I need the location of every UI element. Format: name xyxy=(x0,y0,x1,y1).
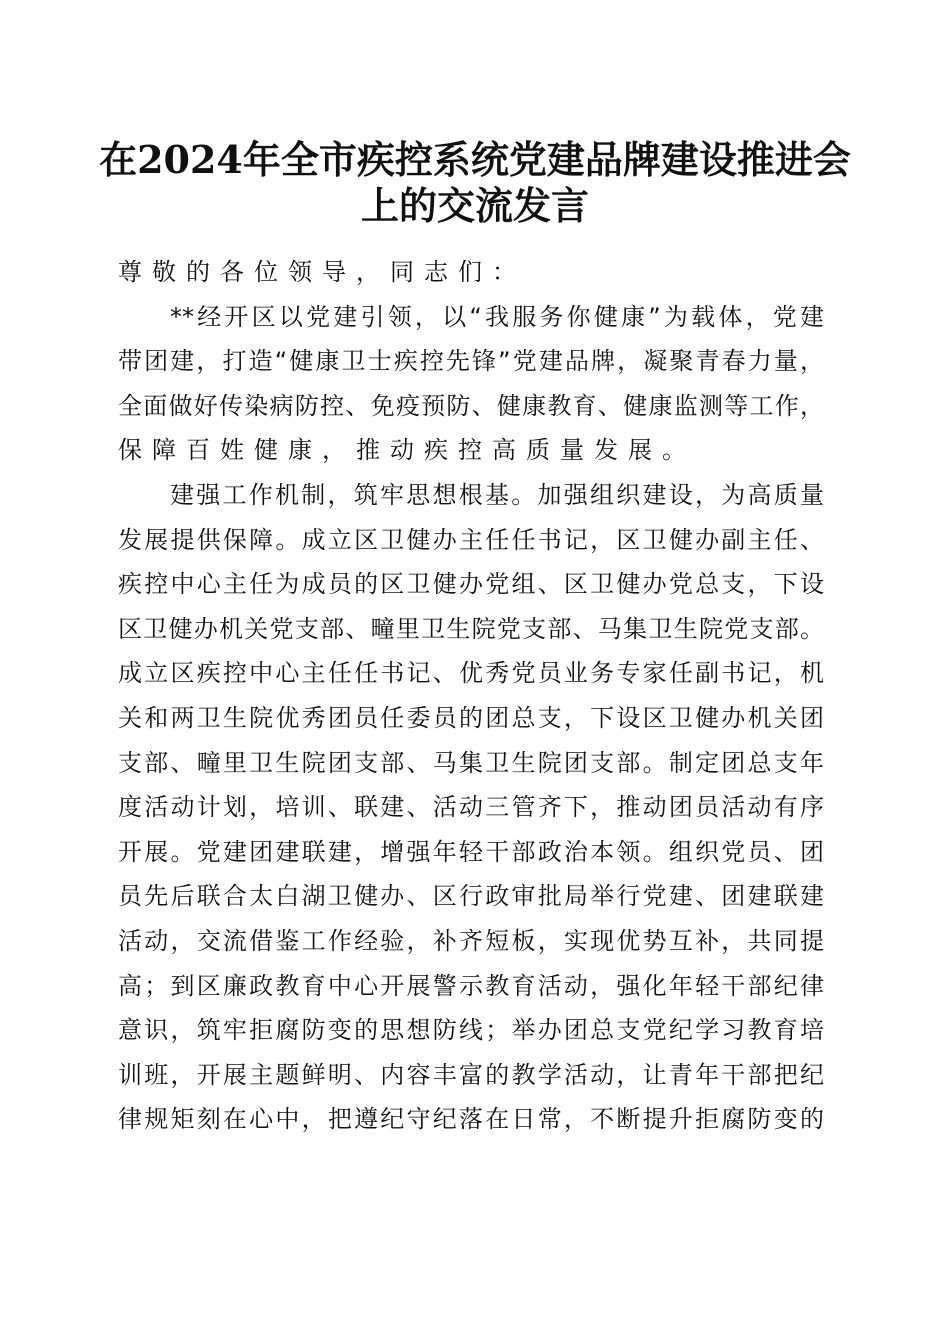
body-text-line: 成立区疾控中心主任任书记、优秀党员业务专家任副书记，机 xyxy=(118,659,824,688)
body-text-line: 带团建，打造“健康卫士疾控先锋”党建品牌，凝聚青春力量， xyxy=(118,347,824,376)
body-text-line: 区卫健办机关党支部、疃里卫生院党支部、马集卫生院党支部。 xyxy=(118,614,824,643)
body-text-line: 活动，交流借鉴工作经验，补齐短板，实现优势互补，共同提 xyxy=(118,926,824,955)
document-body xyxy=(118,250,824,1142)
document-title-line-2: 上的交流发言 xyxy=(360,183,589,228)
body-text-line: 训班，开展主题鲜明、内容丰富的教学活动，让青年干部把纪 xyxy=(118,1060,824,1089)
salutation: 尊敬的各位领导，同志们： xyxy=(118,258,526,286)
body-text-line: 建强工作机制，筑牢思想根基。加强组织建设，为高质量 xyxy=(170,480,824,509)
body-text-line: 律规矩刻在心中，把遵纪守纪落在日常，不断提升拒腐防变的 xyxy=(118,1105,824,1134)
body-text-line: 高；到区廉政教育中心开展警示教育活动，强化年轻干部纪律 xyxy=(118,971,824,1000)
body-text-line: 发展提供保障。成立区卫健办主任任书记，区卫健办副主任、 xyxy=(118,525,824,554)
body-text-line: 意识，筑牢拒腐防变的思想防线；举办团总支党纪学习教育培 xyxy=(118,1016,824,1045)
body-text-line: 关和两卫生院优秀团员任委员的团总支，下设区卫健办机关团 xyxy=(118,703,824,732)
body-text-line: 疾控中心主任为成员的区卫健办党组、区卫健办党总支，下设 xyxy=(118,570,824,599)
body-text-line: 支部、疃里卫生院团支部、马集卫生院团支部。制定团总支年 xyxy=(118,748,824,777)
body-text-line: 开展。党建团建联建，增强年轻干部政治本领。组织党员、团 xyxy=(118,837,824,866)
body-text-line: 保障百姓健康，推动疾控高质量发展。 xyxy=(118,436,696,465)
body-text-line: 度活动计划，培训、联建、活动三管齐下，推动团员活动有序 xyxy=(118,793,824,822)
document-title-line-1: 在2024年全市疾控系统党建品牌建设推进会 xyxy=(99,137,851,182)
body-text-line: 员先后联合太白湖卫健办、区行政审批局举行党建、团建联建 xyxy=(118,882,824,911)
body-text-line: 全面做好传染病防控、免疫预防、健康教育、健康监测等工作， xyxy=(118,391,824,420)
body-text-line: **经开区以党建引领，以“我服务你健康”为载体，党建 xyxy=(170,302,824,331)
